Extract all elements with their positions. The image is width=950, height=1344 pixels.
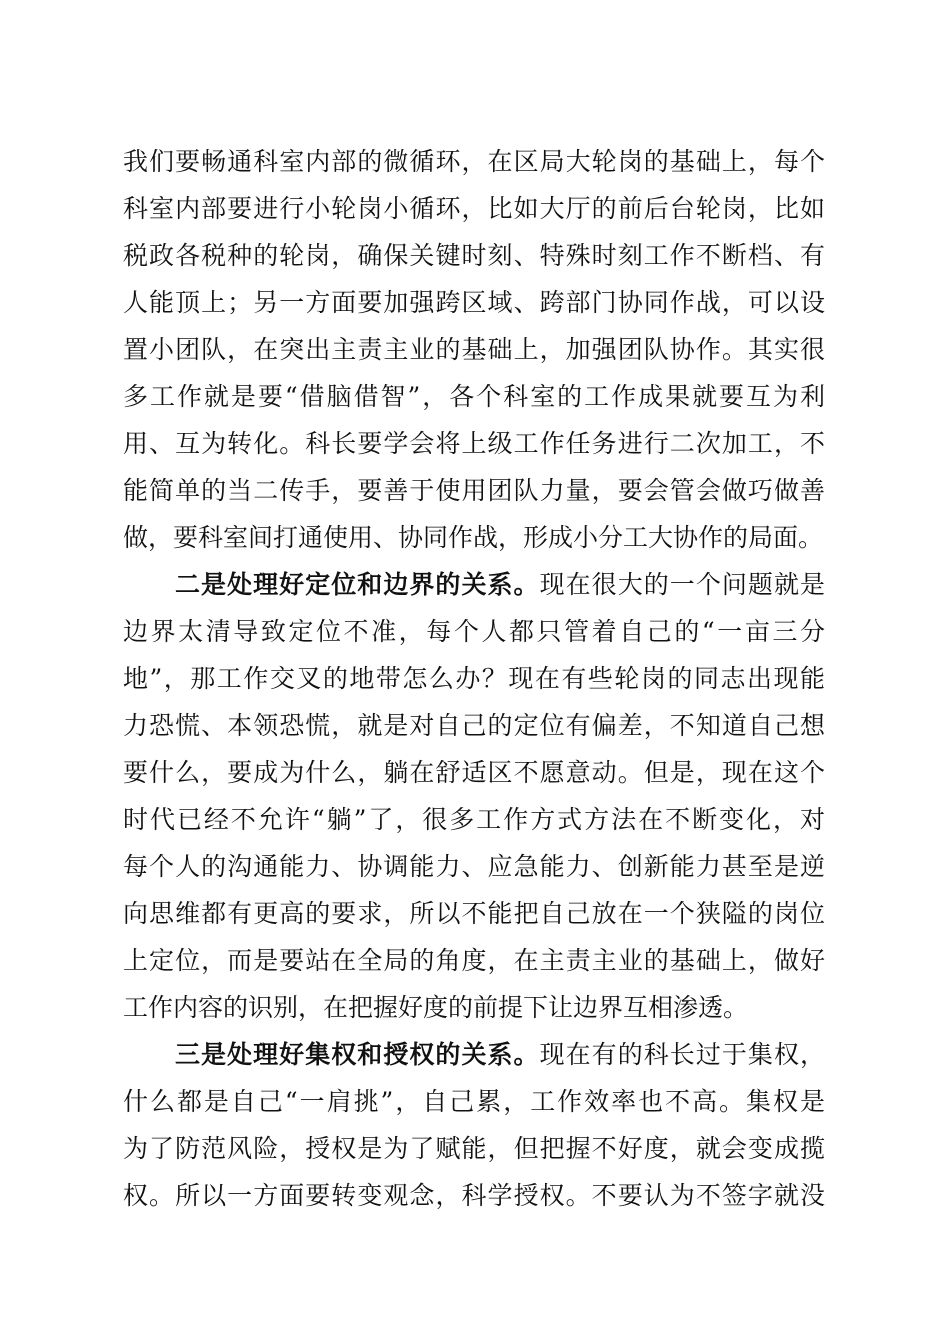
text-line: 科室内部要进行小轮岗小循环，比如大厅的前后台轮岗，比如 [123,194,825,223]
text-line: 为了防范风险，授权是为了赋能，但把握不好度，就会变成揽 [123,1134,825,1163]
document-page-body [123,138,825,1219]
text-line: 边界太清导致定位不准，每个人都只管着自己的“一亩三分 [123,617,825,646]
text-line-content: 现在有的科长过于集权， [539,1040,825,1069]
text-line [123,561,825,608]
paragraph [123,1031,825,1219]
text-line: 我们要畅通科室内部的微循环，在区局大轮岗的基础上，每个 [123,147,825,176]
text-line: 用、互为转化。科长要学会将上级工作任务进行二次加工，不 [123,429,825,458]
text-line: 权。所以一方面要转变观念，科学授权。不要认为不签字就没 [123,1181,825,1210]
text-line: 置小团队，在突出主责主业的基础上，加强团队协作。其实很 [123,335,825,364]
text-line: 人能顶上；另一方面要加强跨区域、跨部门协同作战，可以设 [123,288,825,317]
text-line-content: 现在很大的一个问题就是 [539,570,825,599]
text-line: 每个人的沟通能力、协调能力、应急能力、创新能力甚至是逆 [123,852,825,881]
text-line: 地”，那工作交叉的地带怎么办？现在有些轮岗的同志出现能 [123,664,825,693]
paragraph-heading: 三是处理好集权和授权的关系。 [175,1040,540,1069]
text-line: 能简单的当二传手，要善于使用团队力量，要会管会做巧做善 [123,476,825,505]
text-line: 时代已经不允许“躺”了，很多工作方式方法在不断变化，对 [123,805,825,834]
paragraph [123,561,825,1031]
text-line: 税政各税种的轮岗，确保关键时刻、特殊时刻工作不断档、有 [123,241,825,270]
paragraph [123,138,825,561]
text-line: 做，要科室间打通使用、协同作战，形成小分工大协作的局面。 [123,523,824,552]
text-line: 工作内容的识别，在把握好度的前提下让边界互相渗透。 [123,993,749,1022]
paragraph-heading: 二是处理好定位和边界的关系。 [175,570,540,599]
text-line: 要什么，要成为什么，躺在舒适区不愿意动。但是，现在这个 [123,758,825,787]
text-line: 上定位，而是要站在全局的角度，在主责主业的基础上，做好 [123,946,825,975]
text-line: 多工作就是要“借脑借智”，各个科室的工作成果就要互为利 [123,382,825,411]
text-line: 力恐慌、本领恐慌，就是对自己的定位有偏差，不知道自己想 [123,711,825,740]
text-line: 向思维都有更高的要求，所以不能把自己放在一个狭隘的岗位 [123,899,825,928]
text-line: 什么都是自己“一肩挑”，自己累，工作效率也不高。集权是 [123,1087,825,1116]
text-line [123,1031,825,1078]
